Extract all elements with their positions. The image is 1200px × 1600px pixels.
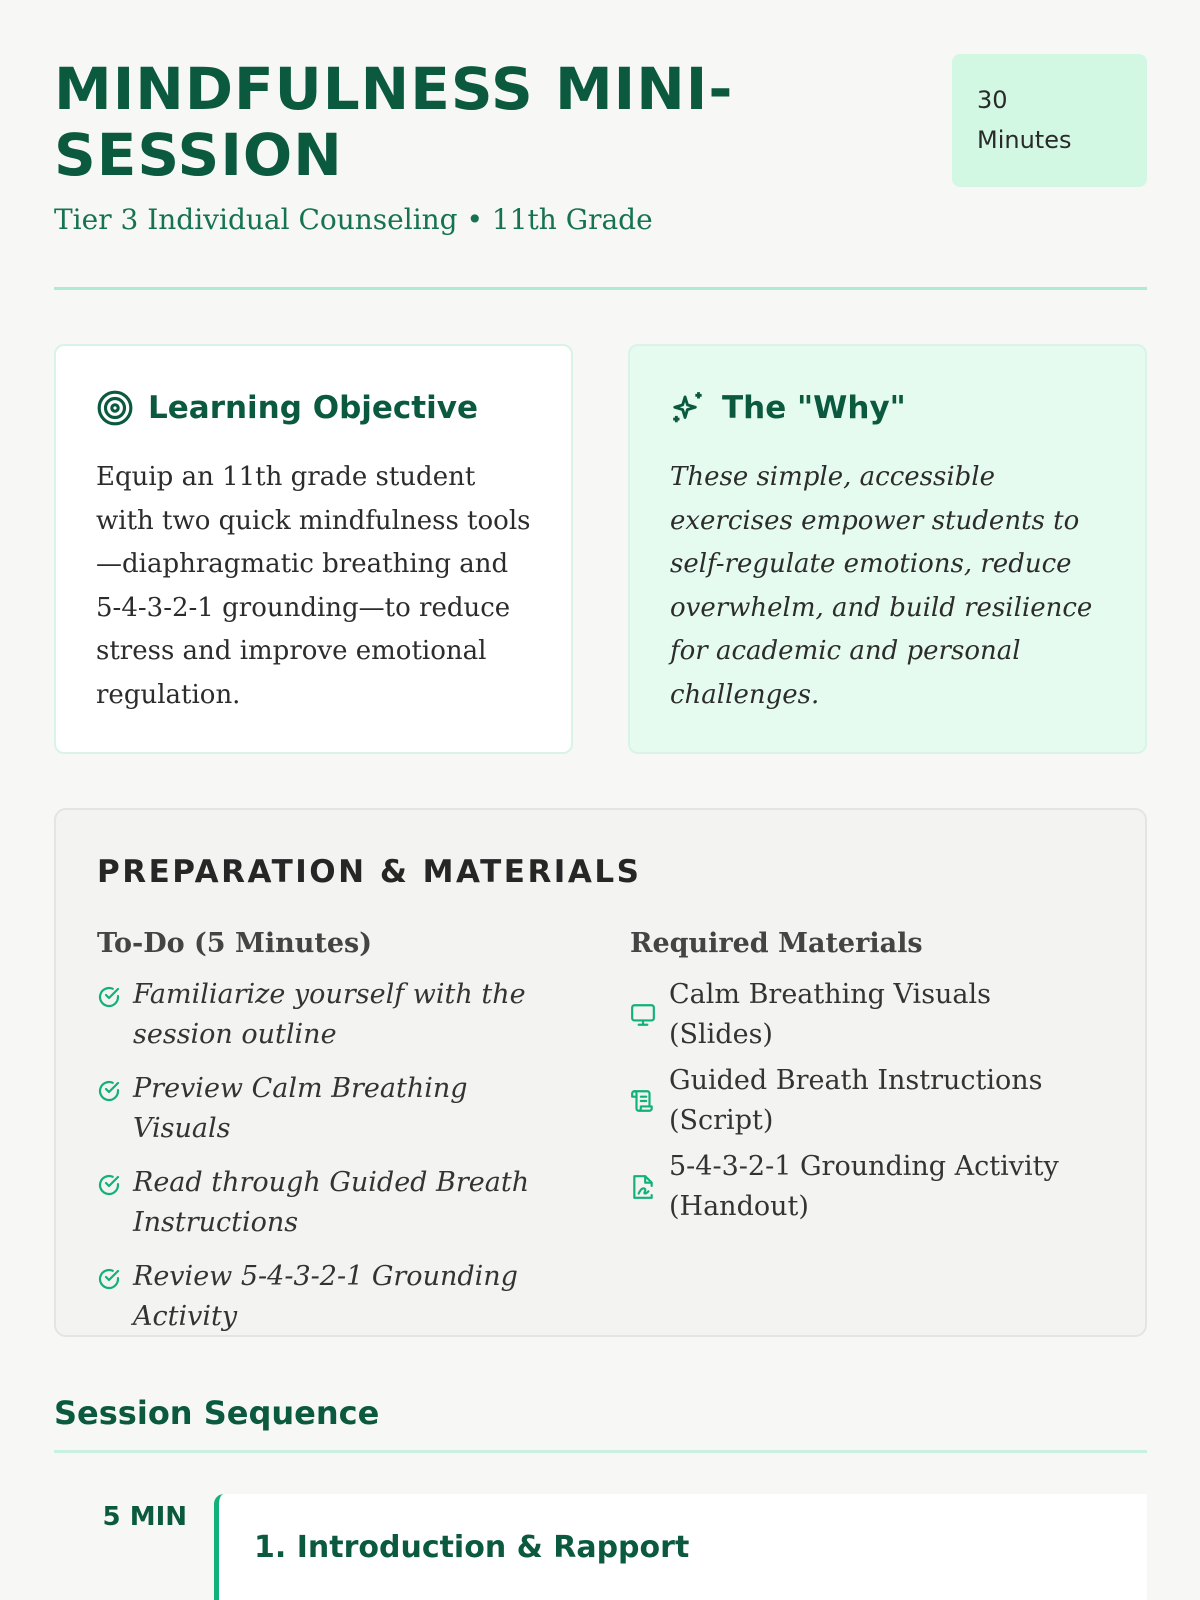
material-label: 5-4-3-2-1 Grounding Activity (Handout): [669, 1151, 1059, 1222]
page-subtitle: Tier 3 Individual Counseling • 11th Grade: [54, 203, 653, 236]
check-circle-icon: [97, 985, 121, 1009]
todo-item: [97, 975, 567, 1055]
check-circle-icon: [97, 1267, 121, 1291]
todo-item-text: Review 5-4-3-2-1 Grounding Activity: [133, 1261, 518, 1332]
step-duration: 5 MIN: [102, 1502, 187, 1532]
todo-column: [97, 928, 567, 1351]
duration-value: 30: [977, 86, 1008, 114]
why-header: [670, 386, 1105, 430]
material-item: [630, 1147, 1100, 1227]
session-sequence-title: Session Sequence: [54, 1394, 380, 1432]
check-circle-icon: [97, 1173, 121, 1197]
why-card: [628, 344, 1147, 754]
why-text: These simple, accessible exercises empower students to self-regulate emotions, reduce overwhelm, and build resilience for academic and personal challenges.: [670, 462, 1093, 710]
todo-item: [97, 1163, 567, 1243]
header: [54, 0, 1147, 290]
session-divider: [54, 1450, 1147, 1453]
todo-heading: To-Do (5 Minutes): [97, 928, 373, 959]
todo-item: [97, 1069, 567, 1149]
todo-item-text: Preview Calm Breathing Visuals: [133, 1073, 468, 1144]
materials-column: [630, 928, 1100, 1233]
learning-objective-card: [54, 344, 573, 754]
lesson-plan-page: [54, 0, 1147, 1565]
preparation-materials-section: [54, 808, 1147, 1337]
material-item: [630, 1061, 1100, 1141]
header-divider: [54, 287, 1147, 290]
target-icon: [96, 389, 134, 427]
step-card: [214, 1494, 1147, 1600]
todo-item-text: Read through Guided Breath Instructions: [133, 1167, 530, 1238]
material-label: Guided Breath Instructions (Script): [669, 1065, 1043, 1136]
scroll-icon: [630, 1088, 656, 1114]
todo-item-text: Familiarize yourself with the session outline: [133, 979, 526, 1050]
file-signature-icon: [630, 1174, 656, 1200]
learning-objective-header: [96, 386, 531, 430]
why-title: The "Why": [722, 390, 906, 426]
learning-objective-title: Learning Objective: [148, 390, 478, 426]
info-cards: [54, 344, 1147, 754]
sparkles-icon: [670, 389, 708, 427]
learning-objective-text: Equip an 11th grade student with two quick mindfulness tools—diaphragmatic breathing and 5-4-3-2-1 grounding—to reduce stress and improve emotional regulation.: [96, 462, 531, 710]
materials-heading: Required Materials: [630, 928, 923, 959]
todo-item: [97, 1257, 567, 1337]
duration-badge: [952, 54, 1147, 187]
presentation-icon: [630, 1002, 656, 1028]
duration-unit: Minutes: [977, 126, 1072, 154]
material-label: Calm Breathing Visuals (Slides): [669, 979, 992, 1050]
preparation-title: PREPARATION & MATERIALS: [97, 854, 642, 890]
check-circle-icon: [97, 1079, 121, 1103]
material-item: [630, 975, 1100, 1055]
step-title: 1. Introduction & Rapport: [254, 1530, 690, 1565]
page-title: MINDFULNESS MINI-SESSION: [54, 55, 734, 189]
